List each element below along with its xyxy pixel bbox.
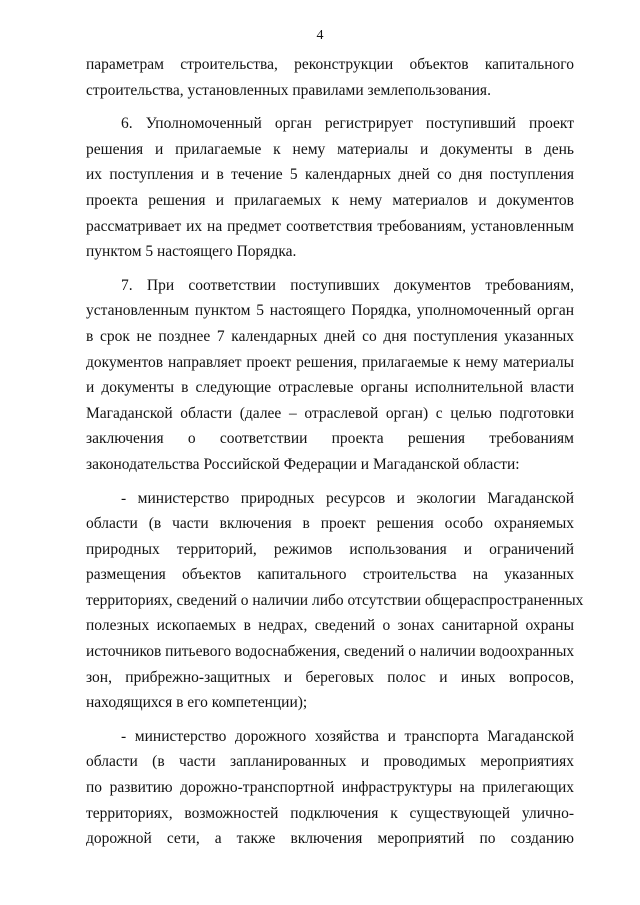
text-line: территориях, сведений о наличии либо отсутствии общераспространенных — [86, 591, 584, 609]
text-line: источников питьевого водоснабжения, сведений о наличии водоохранных — [86, 643, 575, 661]
paragraph-item-7 — [86, 273, 574, 478]
text-line: полезных ископаемых в недрах, сведений о зонах санитарной охраны — [86, 617, 574, 635]
text-line: документов направляет проект решения, прилагаемые к нему материалы — [86, 353, 574, 371]
text-line: Магаданской области (далее – отраслевой орган) с целью подготовки — [86, 404, 574, 422]
text-line: строительства, установленных правилами землепользования. — [86, 81, 491, 99]
text-line: пунктом 5 настоящего Порядка. — [86, 243, 297, 261]
text-line: заключения о соответствии проекта решения требованиям — [86, 430, 574, 448]
paragraph-item-6 — [86, 111, 574, 265]
text-line: дорожной сети, а также включения мероприятий по созданию — [86, 830, 574, 848]
text-line: - министерство природных ресурсов и экологии Магаданской — [121, 489, 574, 507]
list-item-ministry-roads-transport — [86, 724, 574, 852]
text-line: рассматривает их на предмет соответствия требованиям, установленным — [86, 217, 574, 235]
text-line: 6. Уполномоченный орган регистрирует поступивший проект — [121, 115, 574, 133]
text-line: - министерство дорожного хозяйства и транспорта Магаданской — [121, 727, 574, 745]
text-line: в срок не позднее 7 календарных дней со дня поступления указанных — [86, 327, 574, 345]
text-line: зон, прибрежно-защитных и береговых полос и иных вопросов, — [86, 668, 574, 686]
text-line: области (в части запланированных и проводимых мероприятиях — [86, 753, 574, 771]
page-number: 4 — [316, 28, 324, 43]
text-line: размещения объектов капитального строительства на указанных — [86, 566, 574, 584]
text-line: установленным пунктом 5 настоящего Порядка, уполномоченный орган — [86, 302, 574, 320]
text-line: решения и прилагаемые к нему материалы и документы в день — [86, 140, 574, 158]
text-line: их поступления и в течение 5 календарных дней со дня поступления — [86, 166, 574, 184]
text-line: по развитию дорожно-транспортной инфраструктуры на прилегающих — [86, 779, 574, 797]
list-item-ministry-natural-resources — [86, 486, 584, 716]
text-line: 7. При соответствии поступивших документов требованиям, — [121, 276, 574, 294]
text-line: находящихся в его компетенции); — [86, 694, 308, 712]
text-line: и документы в следующие отраслевые органы исполнительной власти — [86, 379, 574, 397]
text-line: параметрам строительства, реконструкции объектов капитального — [86, 56, 574, 73]
text-line: области (в части включения в проект решения особо охраняемых — [86, 515, 574, 533]
text-line: проекта решения и прилагаемых к нему материалов и документов — [86, 191, 574, 209]
text-line: законодательства Российской Федерации и Магаданской области: — [86, 455, 520, 473]
document-body — [86, 52, 584, 852]
text-line: территориях, возможностей подключения к существующей улично- — [86, 804, 574, 822]
paragraph-continuation — [86, 52, 574, 103]
text-line: природных территорий, режимов использования и ограничений — [86, 540, 574, 558]
